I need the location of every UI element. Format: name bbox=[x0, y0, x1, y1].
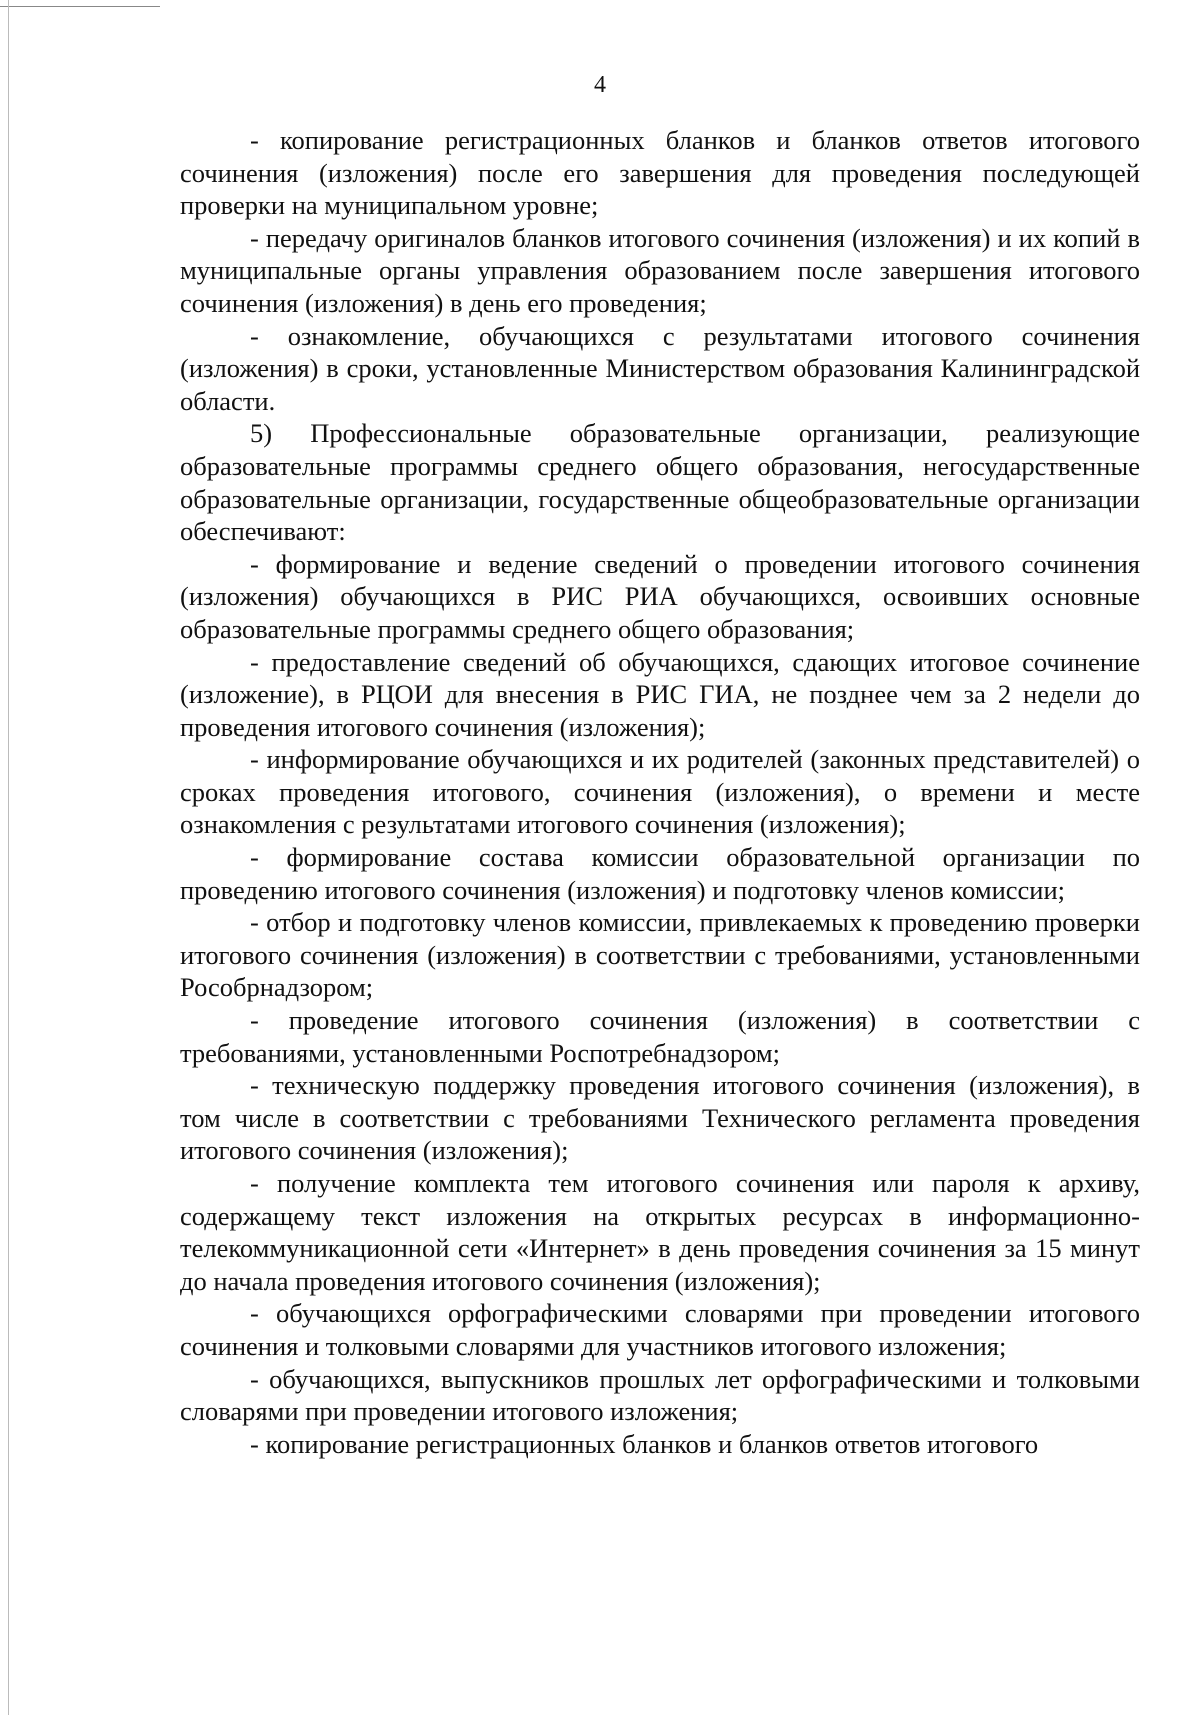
paragraph: - информирование обучающихся и их родителей (законных представителей) о сроках проведения итогового, сочинения (изложения), о времени и месте ознакомления с результатами итогового сочинения (изложения); bbox=[180, 744, 1140, 840]
paragraph: - формирование состава комиссии образовательной организации по проведению итогового сочинения (изложения) и подготовку членов комиссии; bbox=[180, 842, 1140, 905]
paragraph: - обучающихся орфографическими словарями при проведении итогового сочинения и толковыми словарями для участников итогового изложения; bbox=[180, 1298, 1140, 1361]
paragraph: - копирование регистрационных бланков и бланков ответов итогового bbox=[250, 1428, 1039, 1459]
paragraph: - копирование регистрационных бланков и бланков ответов итогового сочинения (изложения) после его завершения для проведения последующей проверки на муниципальном уровне; bbox=[180, 125, 1140, 221]
paragraph: - формирование и ведение сведений о проведении итогового сочинения (изложения) обучающихся в РИС РИА обучающихся, освоивших основные образовательные программы среднего общего образования; bbox=[180, 548, 1140, 644]
paragraph: - передачу оригиналов бланков итогового сочинения (изложения) и их копий в муниципальные органы управления образованием после завершения итогового сочинения (изложения) в день его проведения; bbox=[180, 222, 1140, 318]
paragraph: - техническую поддержку проведения итогового сочинения (изложения), в том числе в соответствии с требованиями Технического регламента проведения итогового сочинения (изложения); bbox=[180, 1070, 1140, 1166]
paragraph: - обучающихся, выпускников прошлых лет орфографическими и толковыми словарями при проведении итогового изложения; bbox=[180, 1363, 1140, 1427]
page-number: 4 bbox=[594, 72, 606, 98]
paragraph: - получение комплекта тем итогового сочинения или пароля к архиву, содержащему текст изложения на открытых ресурсах в информационно-телекоммуникационной сети «Интернет» в день проведения сочинения за 15 минут до начала проведения итогового сочинения (изложения); bbox=[180, 1168, 1140, 1296]
document-body bbox=[180, 124, 1140, 1460]
scan-edge-top bbox=[0, 6, 160, 7]
paragraph: - отбор и подготовку членов комиссии, привлекаемых к проведению проверки итогового сочинения (изложения) в соответствии с требованиями, установленными Рособрнадзором; bbox=[180, 907, 1140, 1003]
scan-edge-left bbox=[8, 0, 9, 1715]
paragraph: - ознакомление, обучающихся с результатами итогового сочинения (изложения) в сроки, установленные Министерством образования Калининградской области. bbox=[180, 320, 1140, 416]
paragraph: - предоставление сведений об обучающихся, сдающих итоговое сочинение (изложение), в РЦОИ для внесения в РИС ГИА, не позднее чем за 2 недели до проведения итогового сочинения (изложения); bbox=[180, 646, 1140, 742]
paragraph: 5) Профессиональные образовательные организации, реализующие образовательные программы среднего общего образования, негосударственные образовательные организации, государственные общеобразовательные организации обеспечивают: bbox=[180, 418, 1140, 547]
paragraph: - проведение итогового сочинения (изложения) в соответствии с требованиями, установленными Роспотребнадзором; bbox=[180, 1005, 1140, 1068]
